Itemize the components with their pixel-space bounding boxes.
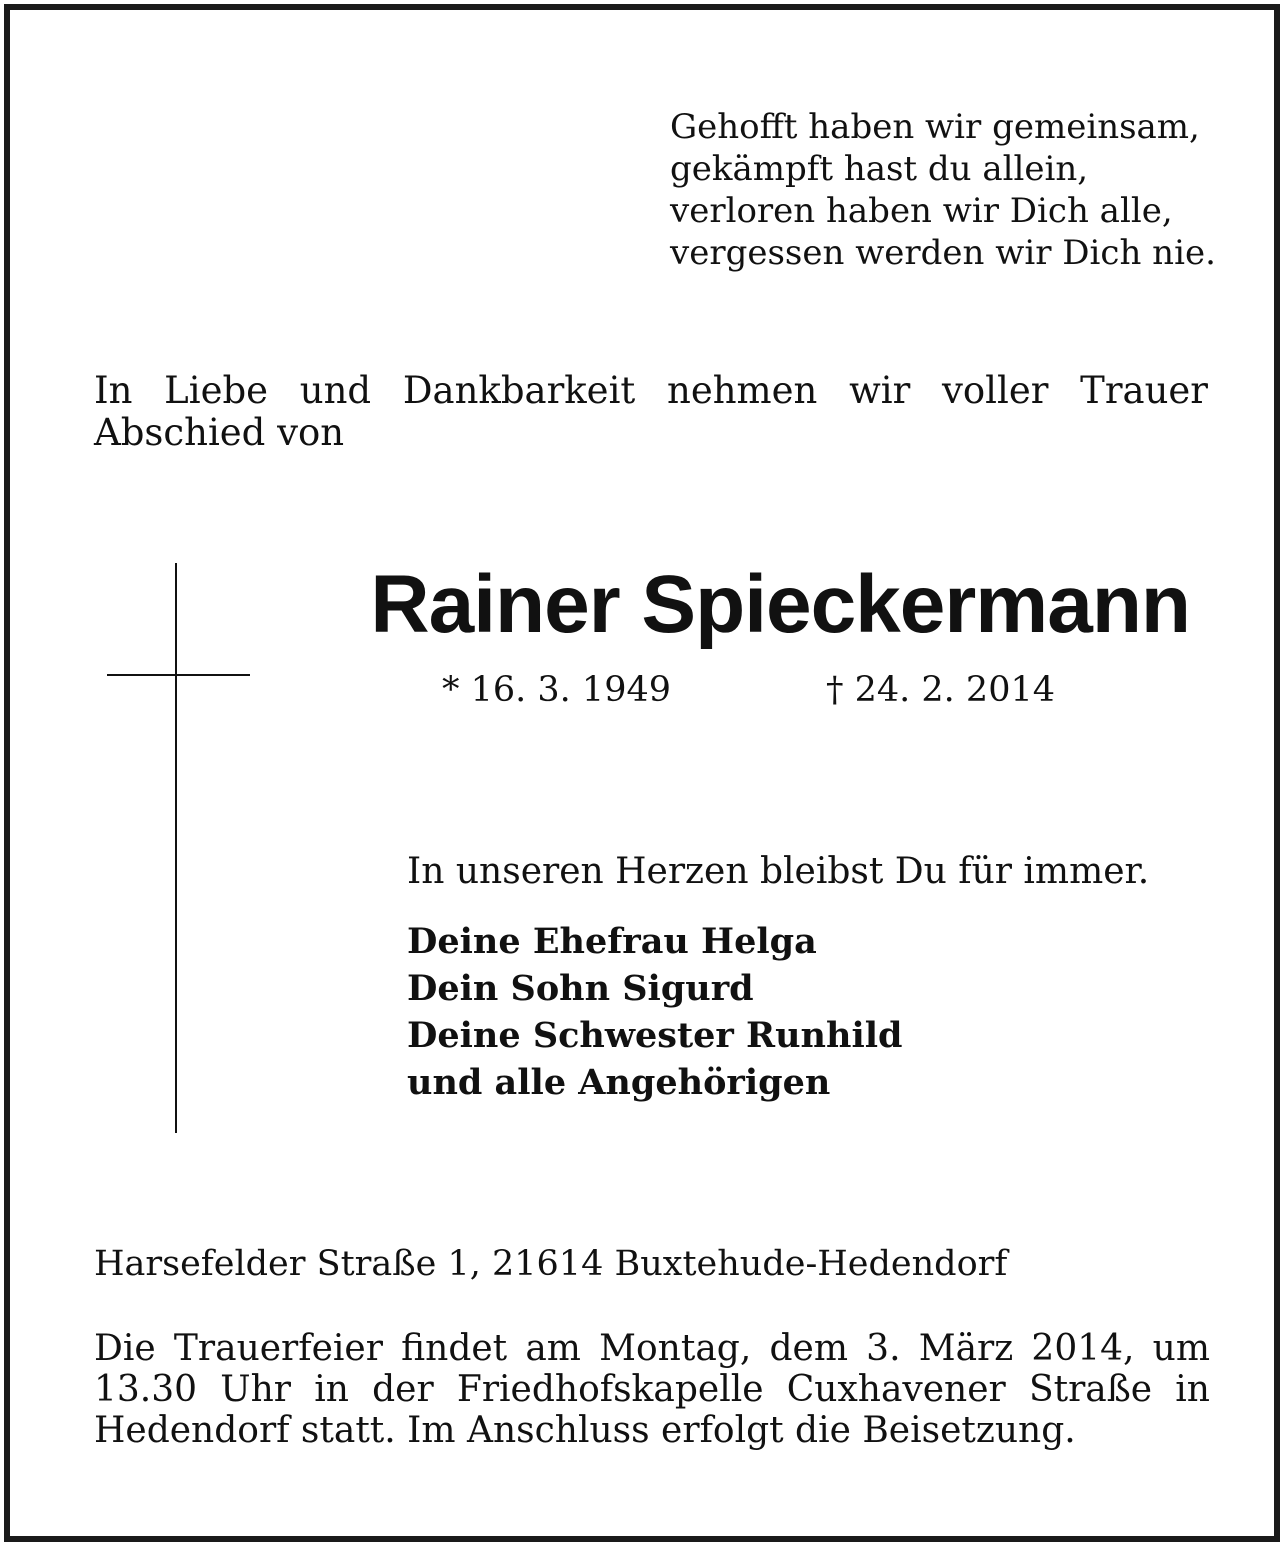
birth-date: * 16. 3. 1949 xyxy=(442,670,672,710)
poem xyxy=(670,106,1216,274)
hearts-line: In unseren Herzen bleibst Du für immer. xyxy=(407,851,1150,892)
poem-line: verloren haben wir Dich alle, xyxy=(670,191,1173,231)
ceremony-text: Die Trauerfeier findet am Montag, dem 3. März 2014, um 13.30 Uhr in der Friedhofskapelle Cuxhavener Straße in Hedendorf statt. Im Anschluss erfolgt die Beisetzung. xyxy=(94,1328,1210,1451)
family-member: Deine Schwester Runhild xyxy=(407,1015,903,1056)
poem-line: vergessen werden wir Dich nie. xyxy=(670,233,1216,273)
poem-line: Gehofft haben wir gemeinsam, xyxy=(670,107,1200,147)
cross-icon xyxy=(175,563,177,1133)
poem-line: gekämpft hast du allein, xyxy=(670,149,1089,189)
intro-text: In Liebe und Dankbarkeit nehmen wir voller Trauer Abschied von xyxy=(94,369,1208,454)
family-member: und alle Angehörigen xyxy=(407,1062,831,1103)
family-member: Dein Sohn Sigurd xyxy=(407,968,754,1009)
obituary-frame xyxy=(4,4,1280,1542)
family-member: Deine Ehefrau Helga xyxy=(407,921,817,962)
family-list xyxy=(407,918,903,1106)
death-date: † 24. 2. 2014 xyxy=(826,670,1056,710)
address: Harsefelder Straße 1, 21614 Buxtehude-Hedendorf xyxy=(94,1244,1008,1284)
cross-icon-bar xyxy=(107,674,250,676)
deceased-name: Rainer Spieckermann xyxy=(370,559,1190,650)
